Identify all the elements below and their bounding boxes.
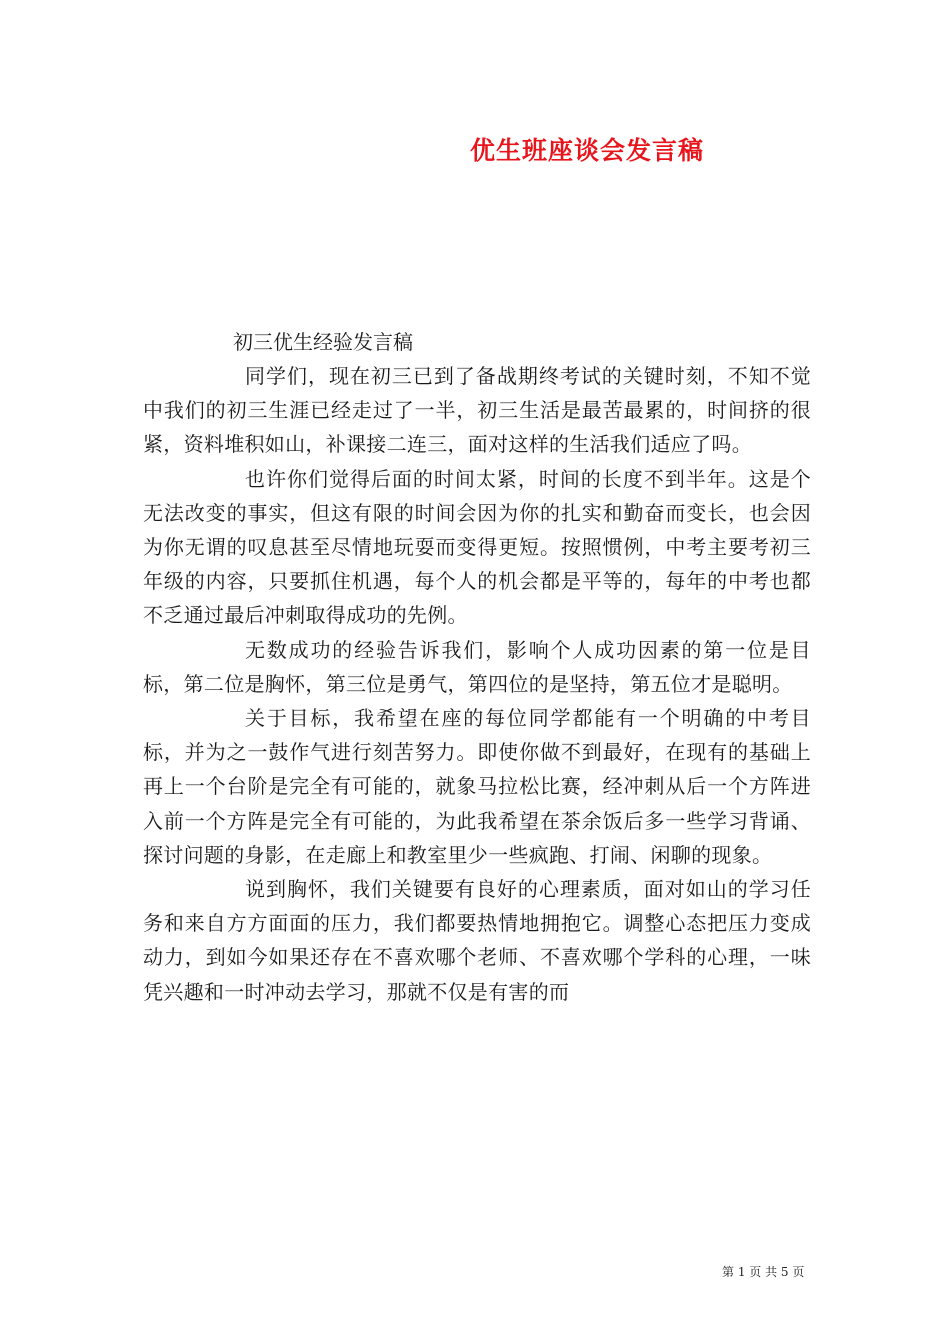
paragraph: 说到胸怀，我们关键要有良好的心理素质，面对如山的学习任务和来自方方面面的压力，我们都要热情地拥抱它。调整心态把压力变成动力，到如今如果还存在不喜欢哪个老师、不喜欢哪个学科的心理，一味凭兴趣和一时冲动去学习，那就不仅是有害的而 — [143, 877, 811, 1004]
page-number: 第 1 页 共 5 页 — [722, 1265, 805, 1279]
paragraph: 关于目标，我希望在座的每位同学都能有一个明确的中考目标，并为之一鼓作气进行刻苦努力。即使你做不到最好，在现有的基础上再上一个台阶是完全有可能的，就象马拉松比赛，经冲刺从后一个方阵进入前一个方阵是完全有可能的，为此我希望在茶余饭后多一些学习背诵、探讨问题的身影，在走廊上和教室里少一些疯跑、打闹、闲聊的现象。 — [143, 706, 811, 867]
paragraph: 无数成功的经验告诉我们，影响个人成功因素的第一位是目标，第二位是胸怀，第三位是勇气，第四位的是坚持，第五位才是聪明。 — [143, 637, 811, 696]
document-title: 优生班座谈会发言稿 — [470, 136, 705, 165]
body-text — [143, 359, 811, 1009]
paragraph: 同学们，现在初三已到了备战期终考试的关键时刻，不知不觉中我们的初三生涯已经走过了一半，初三生活是最苦最累的，时间挤的很紧，资料堆积如山，补课接二连三，面对这样的生活我们适应了吗。 — [143, 364, 811, 457]
paragraph: 也许你们觉得后面的时间太紧，时间的长度不到半年。这是个无法改变的事实，但这有限的时间会因为你的扎实和勤奋而变长，也会因为你无谓的叹息甚至尽情地玩耍而变得更短。按照惯例，中考主要考初三年级的内容，只要抓住机遇，每个人的机会都是平等的，每年的中考也都不乏通过最后冲刺取得成功的先例。 — [143, 466, 811, 628]
subheading: 初三优生经验发言稿 — [233, 330, 413, 354]
